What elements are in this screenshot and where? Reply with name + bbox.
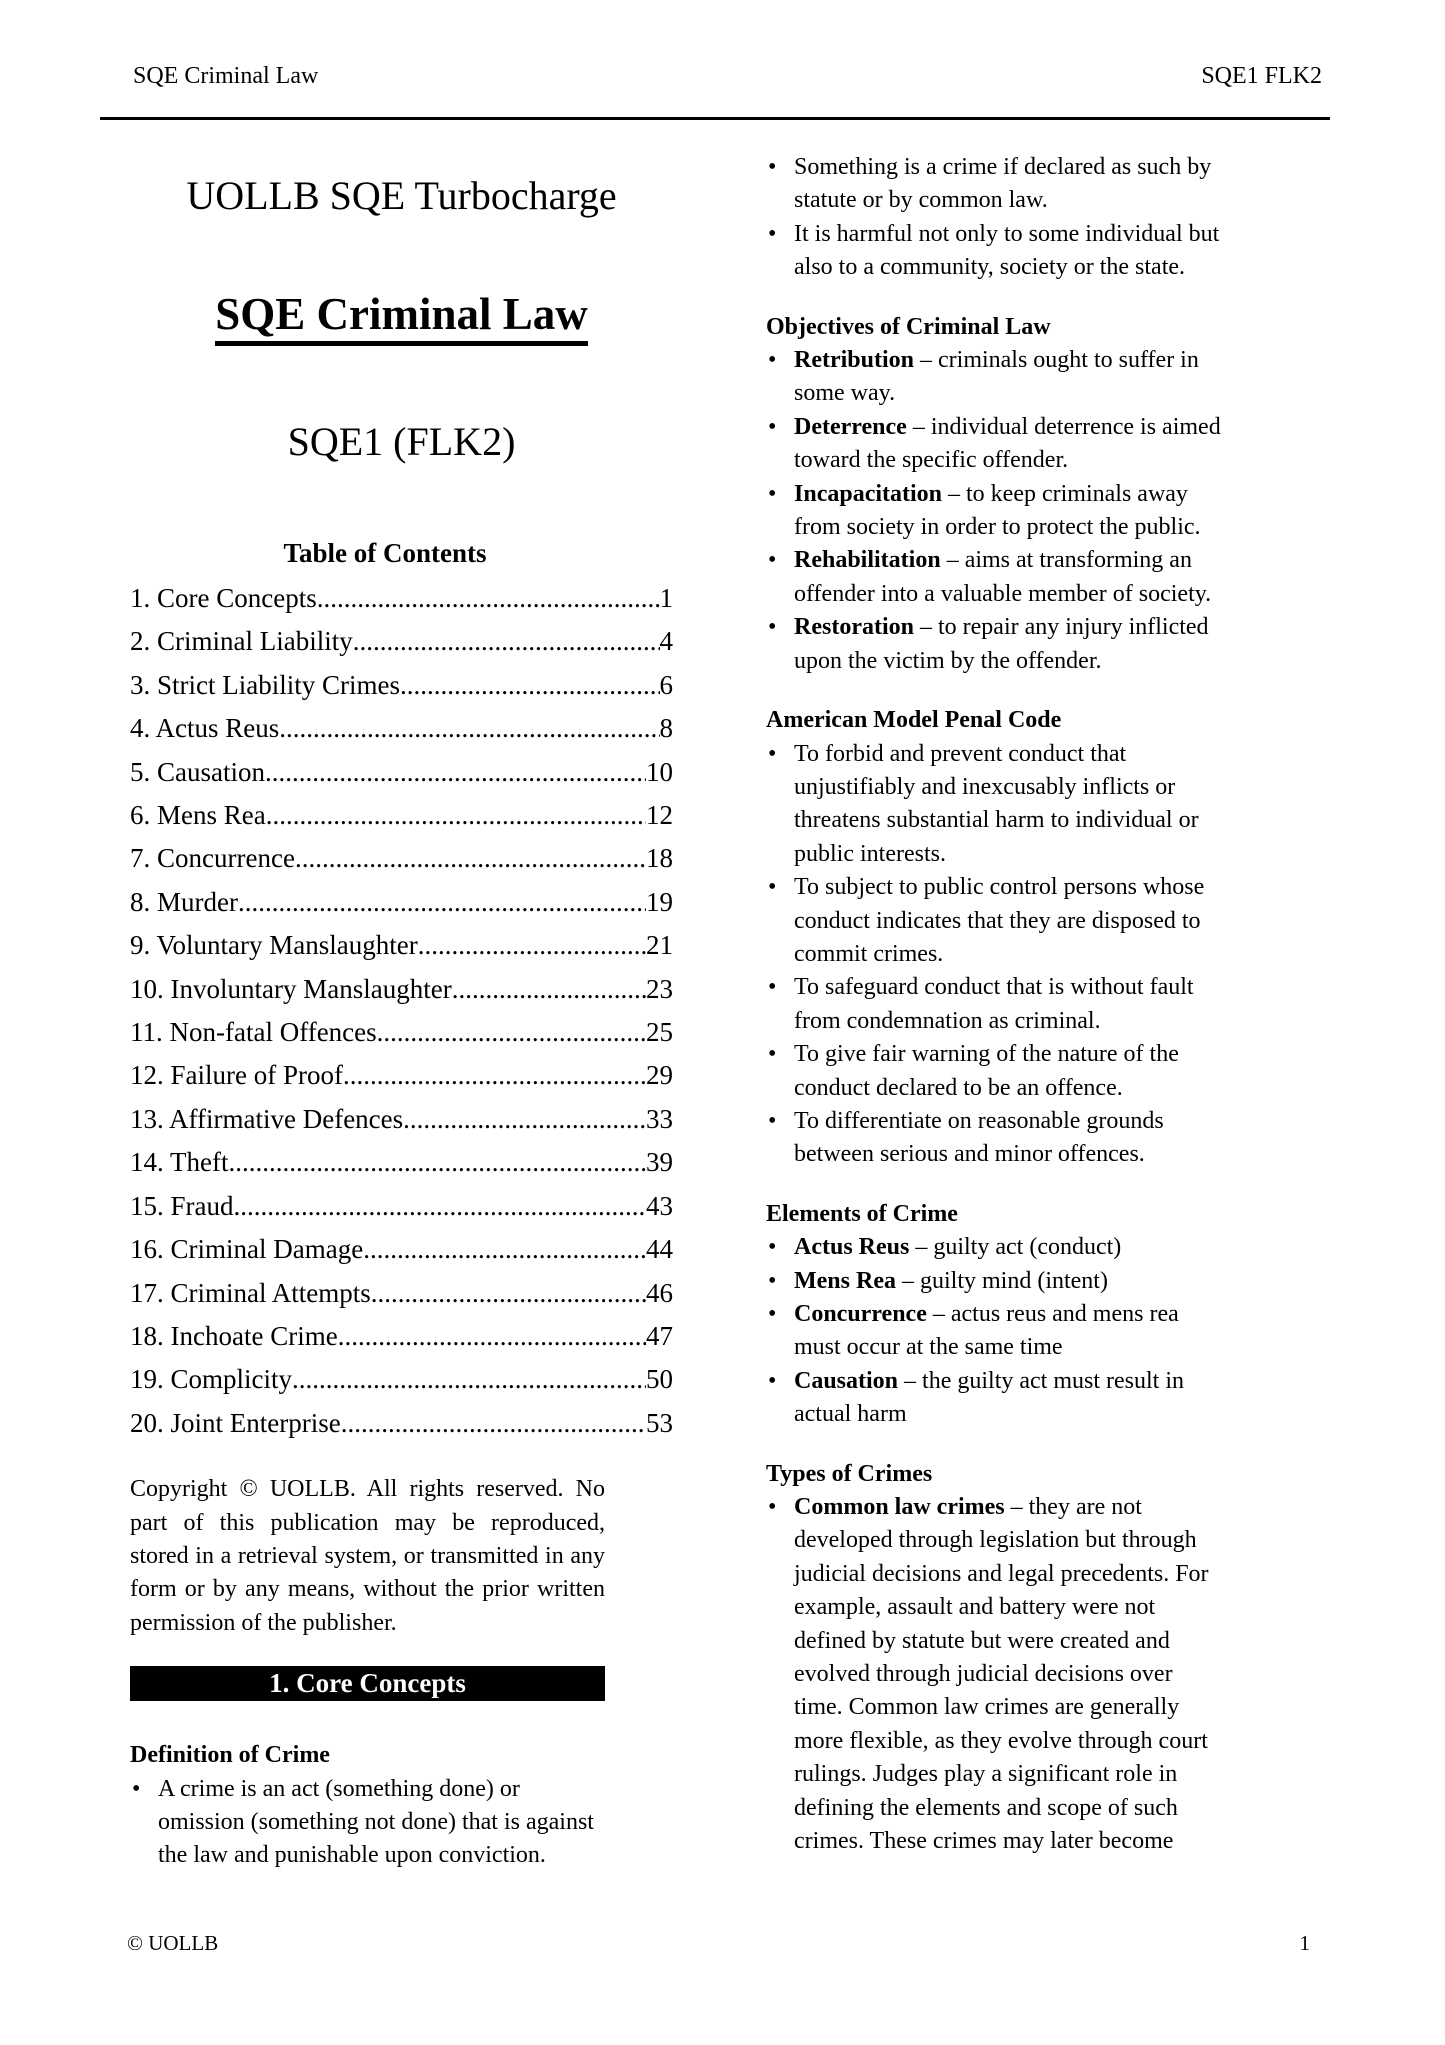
objectives-list [766,344,1223,678]
list-item [766,1038,1223,1105]
list-item [766,411,1223,478]
bullet-text: – the guilty act must result in actual harm [794,1367,1184,1428]
toc-item-page: 39 [646,1147,673,1178]
toc-item-label: 8. Murder [130,886,238,917]
toc-item-page: 8 [659,713,673,744]
toc-item-page: 1 [659,583,673,613]
bullet-text: – to keep criminals away from society in order to protect the public. [794,480,1201,541]
toc-item-label: 7. Concurrence [130,843,295,874]
toc-item-label: 10. Involuntary Manslaughter [130,973,452,1004]
list-item [766,611,1223,678]
toc-dot-leader [452,968,646,1011]
list-item [766,218,1223,285]
bullet-text: To give fair warning of the nature of the conduct declared to be an offence. [794,1041,1179,1101]
toc-dot-leader [343,1054,646,1097]
bullet-text: A crime is an act (something done) or omission (something not done) that is against the law and punishable upon conviction. [158,1775,594,1869]
toc-item [130,924,673,967]
toc-item-page: 25 [646,1017,673,1048]
toc-item-page: 44 [646,1234,673,1265]
list-item [766,738,1223,872]
list-item [766,478,1223,545]
elements-of-crime-heading: Elements of Crime [766,1200,958,1227]
page-footer [100,1930,1330,1956]
toc-item-label: 1. Core Concepts [130,583,317,613]
list-item [766,1365,1223,1432]
bullet-text: It is harmful not only to some individual but also to a community, society or the state. [794,220,1220,281]
bullet-text: Something is a crime if declared as such by statute or by common law. [794,154,1212,214]
list-item [766,1265,1223,1298]
bullet-text: To safeguard conduct that is without fault from condemnation as criminal. [794,974,1194,1034]
brand-title: UOLLB SQE Turbocharge [186,173,617,218]
toc-item [130,1185,673,1228]
toc-item [130,1141,673,1184]
document-title-text: SQE Criminal Law [215,289,588,346]
bullet-term: Incapacitation [794,480,943,507]
bullet-term: Retribution [794,347,914,374]
toc-item-label: 9. Voluntary Manslaughter [130,930,418,961]
crime-intro-list [766,151,1223,285]
toc-item-page: 12 [646,800,673,831]
toc-item-label: 2. Criminal Liability [130,626,353,657]
toc-item-page: 6 [659,669,673,700]
toc-item-page: 53 [646,1407,673,1438]
toc-item-page: 33 [646,1103,673,1134]
objectives-heading: Objectives of Criminal Law [766,313,1051,340]
toc-heading: Table of Contents [283,538,487,568]
toc-item-page: 19 [646,886,673,917]
toc-dot-leader [341,1402,646,1445]
toc-item [130,1011,673,1054]
copyright-notice: Copyright © UOLLB. All rights reserved. No part of this publication may be reproduced, stored in a retrieval system, or transmitted in any form or by any means, without the prior written permission of the publisher. [130,1476,605,1636]
document-title [130,289,673,339]
bullet-text: To differentiate on reasonable grounds between serious and minor offences. [794,1107,1164,1168]
toc-item [130,664,673,707]
bullet-text: – individual deterrence is aimed toward the specific offender. [794,413,1221,474]
toc-item-page: 4 [659,626,673,657]
toc-item [130,1272,673,1315]
toc-dot-leader [353,620,660,663]
toc-item-page: 43 [646,1190,673,1221]
toc-item-label: 18. Inchoate Crime [130,1320,338,1351]
toc-item-label: 13. Affirmative Defences [130,1103,404,1134]
footer-page-number: 1 [1299,1931,1310,1955]
toc-item-label: 12. Failure of Proof [130,1060,343,1091]
bullet-term: Actus Reus [794,1234,910,1261]
bullet-text: – to repair any injury inflicted upon the victim by the offender. [794,614,1209,674]
toc-item-label: 17. Criminal Attempts [130,1277,371,1308]
toc-dot-leader [228,1141,646,1184]
toc-item [130,794,673,837]
left-column [130,151,673,1873]
list-item [766,1491,1223,1858]
bullet-term: Causation [794,1367,899,1394]
toc-item-page: 50 [646,1364,673,1395]
section-banner: 1. Core Concepts [130,1666,605,1701]
toc-dot-leader [279,707,659,750]
toc-item-page: 46 [646,1277,673,1308]
toc-item-label: 11. Non-fatal Offences [130,1017,377,1048]
table-of-contents [130,577,673,1445]
bullet-text: – aims at transforming an offender into a valuable member of society. [794,547,1212,607]
list-item [766,1231,1223,1264]
bullet-term: Restoration [794,614,914,641]
toc-item [130,1402,673,1445]
toc-dot-leader [403,1098,646,1141]
toc-dot-leader [418,924,646,967]
toc-item [130,1098,673,1141]
toc-dot-leader [238,881,646,924]
toc-item-page: 23 [646,973,673,1004]
list-item [766,151,1223,218]
types-of-crimes-list [766,1491,1223,1858]
definition-of-crime-heading: Definition of Crime [130,1742,330,1769]
list-item [766,1298,1223,1365]
toc-item [130,751,673,794]
toc-dot-leader [400,664,660,707]
header-right-title: SQE1 FLK2 [1201,63,1322,89]
toc-item [130,1054,673,1097]
toc-item-label: 4. Actus Reus [130,713,280,744]
toc-dot-leader [377,1011,646,1054]
list-item [130,1773,605,1873]
bullet-term: Common law crimes [794,1494,1005,1521]
toc-dot-leader [234,1185,647,1228]
footer-copyright: © UOLLB [127,1931,219,1955]
bullet-text: To forbid and prevent conduct that unjustifiably and inexcusably inflicts or threatens substantial harm to individual or public interests. [794,740,1199,867]
toc-item-label: 3. Strict Liability Crimes [130,669,400,700]
bullet-term: Rehabilitation [794,547,941,574]
bullet-term: Deterrence [794,413,907,440]
toc-dot-leader [371,1272,646,1315]
bullet-term: Mens Rea [794,1267,896,1294]
toc-item [130,1228,673,1271]
toc-item-page: 21 [646,930,673,961]
toc-item [130,968,673,1011]
toc-item-label: 15. Fraud [130,1190,234,1221]
toc-item-page: 10 [646,756,673,787]
two-column-layout [130,151,1330,1873]
header-left-title: SQE Criminal Law [133,63,319,89]
toc-item [130,707,673,750]
bullet-text: – guilty mind (intent) [895,1267,1108,1294]
toc-item-page: 47 [646,1320,673,1351]
toc-item-page: 29 [646,1060,673,1091]
toc-dot-leader [292,1358,646,1401]
bullet-text: – criminals ought to suffer in some way. [794,347,1199,407]
toc-item-label: 6. Mens Rea [130,800,266,831]
toc-dot-leader [338,1315,646,1358]
definition-of-crime-list [130,1773,605,1873]
bullet-text: – guilty act (conduct) [909,1234,1122,1261]
page-header [100,62,1330,120]
toc-item [130,1358,673,1401]
elements-of-crime-list [766,1231,1223,1431]
types-of-crimes-heading: Types of Crimes [766,1460,933,1487]
list-item [766,1105,1223,1172]
toc-item [130,577,673,620]
right-column [766,151,1223,1873]
toc-item [130,837,673,880]
model-penal-code-list [766,738,1223,1172]
toc-item [130,881,673,924]
toc-dot-leader [266,794,646,837]
bullet-term: Concurrence [794,1301,927,1327]
list-item [766,344,1223,411]
bullet-text: To subject to public control persons whose conduct indicates that they are disposed to commit crimes. [794,874,1205,967]
toc-item-label: 16. Criminal Damage [130,1234,364,1265]
model-penal-code-heading: American Model Penal Code [766,707,1062,734]
toc-item-label: 14. Theft [130,1147,229,1178]
toc-item-label: 5. Causation [130,756,265,787]
list-item [766,871,1223,971]
toc-item [130,620,673,663]
toc-item-label: 20. Joint Enterprise [130,1407,341,1438]
toc-item-page: 18 [646,843,673,874]
toc-dot-leader [363,1228,646,1271]
toc-item [130,1315,673,1358]
bullet-text: – they are not developed through legislation but through judicial decisions and legal precedents. For example, assault and battery were not defined by statute but were created and evolved through judicial decisions over time. Common law crimes are generally more flexible, as they evolve through court rulings. Judges play a significant role in defining the elements and scope of such crimes. These crimes may later become [794,1494,1209,1855]
list-item [766,544,1223,611]
document-subtitle: SQE1 (FLK2) [287,419,516,464]
toc-dot-leader [265,751,646,794]
list-item [766,971,1223,1038]
toc-dot-leader [295,837,646,880]
bullet-text: – actus reus and mens rea must occur at the same time [794,1301,1179,1361]
toc-item-label: 19. Complicity [130,1364,292,1395]
toc-dot-leader [317,577,660,620]
